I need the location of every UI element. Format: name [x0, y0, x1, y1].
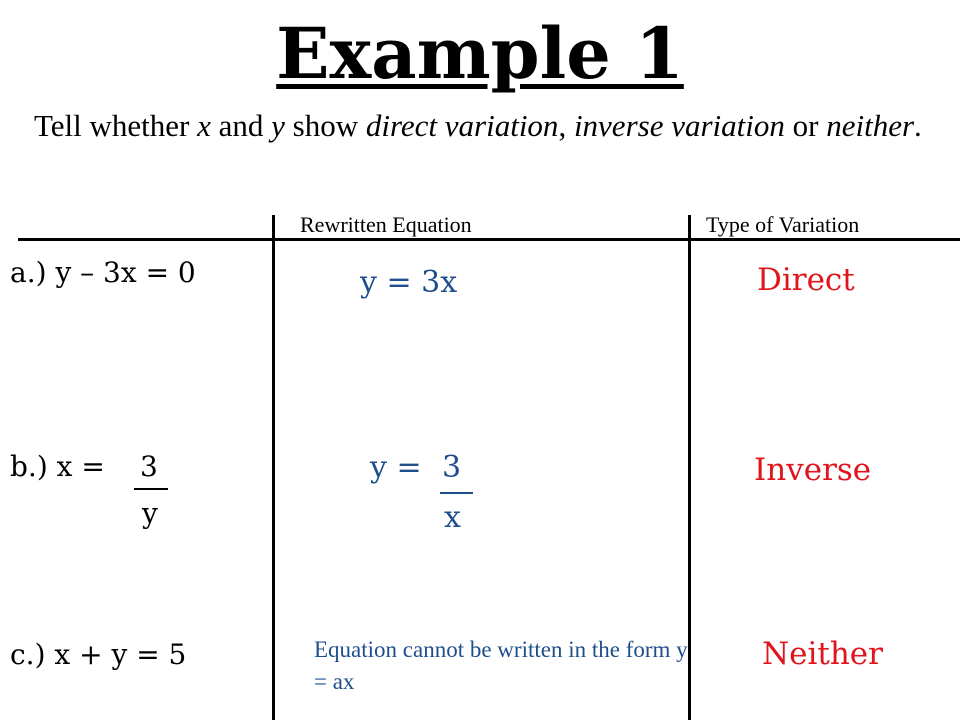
row-a-equation: [10, 256, 196, 289]
table-header-divider: [18, 238, 960, 241]
table-column-divider-1: [272, 215, 275, 720]
instr-part: .: [914, 108, 922, 143]
row-b-fraction-numerator: 3: [140, 450, 158, 483]
row-b-label: b.): [10, 450, 48, 483]
instr-part: and: [210, 108, 272, 143]
row-b-fraction-bar: [134, 488, 168, 490]
instr-direct: direct variation: [365, 108, 559, 143]
row-b-rewritten-fraction-bar: [440, 492, 473, 494]
instr-part: or: [784, 108, 827, 143]
instr-neither: neither: [826, 108, 915, 143]
row-b-lhs: x =: [56, 450, 105, 483]
row-c-type: Neither: [762, 636, 883, 672]
header-rewritten-equation: Rewritten Equation: [300, 212, 472, 237]
instr-var-x: x: [197, 108, 211, 143]
instr-inverse: inverse variation: [573, 108, 785, 143]
row-a-rewritten: y = 3x: [360, 265, 458, 300]
row-b-equation: [10, 450, 105, 483]
row-a-equation-text: y – 3x = 0: [55, 256, 196, 289]
row-c-equation-text: x + y = 5: [54, 638, 187, 671]
row-b-type: Inverse: [754, 452, 872, 488]
row-b-fraction-denominator: y: [142, 497, 158, 530]
row-a-label: a.): [10, 256, 47, 289]
row-c-rewritten-note: Equation cannot be written in the form y = ax: [314, 637, 688, 694]
instr-var-y: y: [271, 108, 285, 143]
row-c-equation: [10, 638, 186, 671]
row-b-rewritten-denominator: x: [444, 500, 461, 535]
row-a-type: Direct: [757, 262, 855, 298]
instr-part: ,: [558, 108, 574, 143]
header-type-of-variation: Type of Variation: [706, 212, 860, 237]
page-title: Example 1: [276, 12, 684, 95]
instruction-text: [10, 106, 950, 145]
instr-part: Tell whether: [34, 108, 198, 143]
row-b-rewritten-numerator: 3: [442, 450, 462, 485]
instr-part: show: [284, 108, 366, 143]
row-c-label: c.): [10, 638, 46, 671]
row-b-rewritten-lhs: y =: [370, 450, 422, 485]
